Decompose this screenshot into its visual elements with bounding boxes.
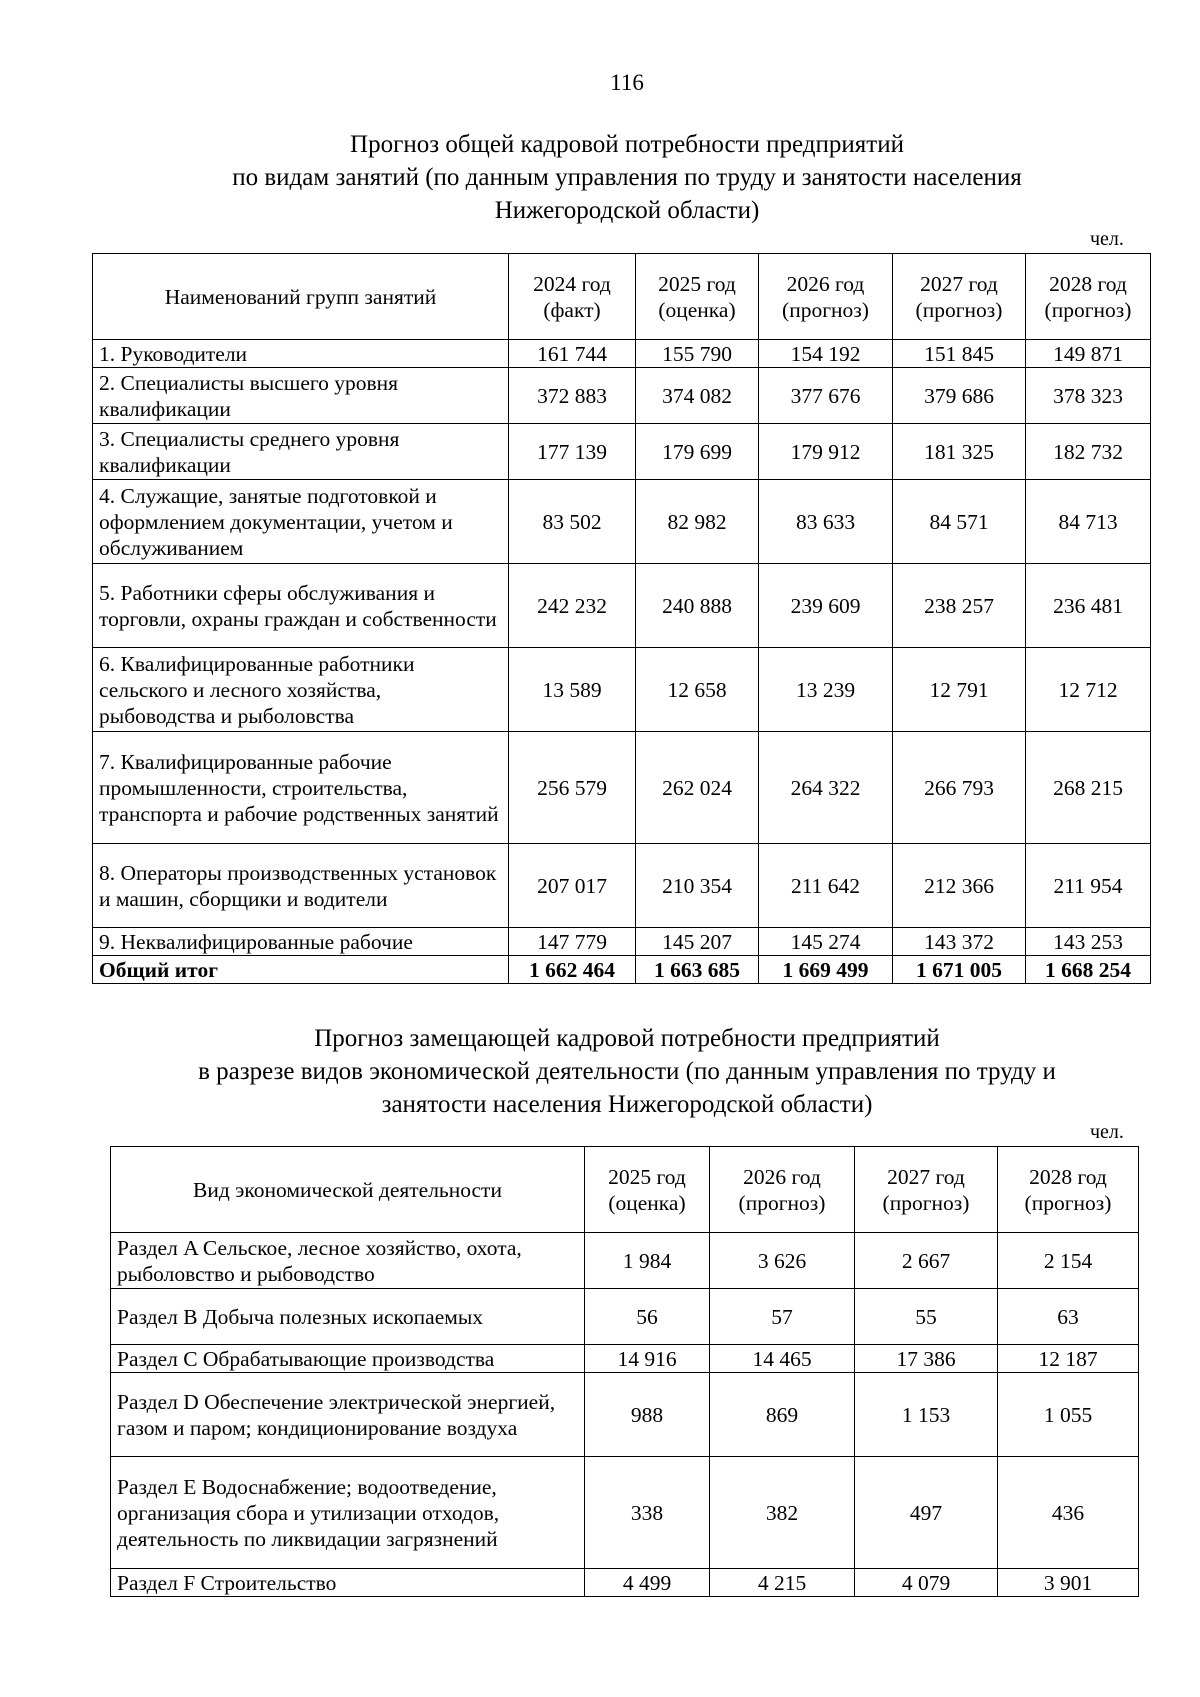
table-row (111, 1233, 1139, 1289)
column-header-year (509, 254, 636, 340)
cell-value: 181 325 (893, 424, 1026, 480)
cell-value: 1 055 (998, 1373, 1139, 1457)
row-label: Раздел E Водоснабжение; водоотведение, организация сбора и утилизации отходов, деятельность по ликвидации загрязнений (111, 1457, 585, 1569)
cell-value: 84 571 (893, 480, 1026, 564)
table2-title-line: занятости населения Нижегородской области) (381, 1091, 873, 1118)
table2-title-line: в разрезе видов экономической деятельности (по данным управления по труду и (198, 1058, 1056, 1085)
year-label: 2027 год (887, 1164, 965, 1189)
cell-value: 262 024 (636, 732, 759, 844)
column-header-year (585, 1147, 710, 1233)
cell-value: 56 (585, 1289, 710, 1345)
cell-value: 238 257 (893, 564, 1026, 648)
cell-value: 266 793 (893, 732, 1026, 844)
cell-value: 177 139 (509, 424, 636, 480)
row-label: 7. Квалифицированные рабочие промышленности, строительства, транспорта и рабочие родственных занятий (93, 732, 509, 844)
year-note: (прогноз) (1024, 1190, 1112, 1215)
column-header-year (636, 254, 759, 340)
cell-value: 149 871 (1026, 340, 1151, 368)
row-label: 8. Операторы производственных установок и машин, сборщики и водители (93, 844, 509, 928)
cell-value: 374 082 (636, 368, 759, 424)
column-header-year (855, 1147, 998, 1233)
cell-value: 143 372 (893, 928, 1026, 956)
cell-value: 155 790 (636, 340, 759, 368)
year-note: (оценка) (658, 297, 736, 322)
row-label: 2. Специалисты высшего уровня квалификации (93, 368, 509, 424)
cell-value: 382 (710, 1457, 855, 1569)
row-label: 1. Руководители (93, 340, 509, 368)
year-label: 2028 год (1029, 1164, 1107, 1189)
table-row (93, 844, 1151, 928)
cell-value: 151 845 (893, 340, 1026, 368)
cell-value: 212 366 (893, 844, 1026, 928)
table-row (111, 1569, 1139, 1597)
cell-value: 436 (998, 1457, 1139, 1569)
column-header-year (710, 1147, 855, 1233)
table1-title (0, 128, 1200, 227)
year-note: (прогноз) (915, 297, 1003, 322)
total-value: 1 671 005 (893, 956, 1026, 984)
cell-value: 12 187 (998, 1345, 1139, 1373)
total-row (93, 956, 1151, 984)
table-row (93, 340, 1151, 368)
row-label: Раздел C Обрабатывающие производства (111, 1345, 585, 1373)
cell-value: 377 676 (759, 368, 893, 424)
cell-value: 17 386 (855, 1345, 998, 1373)
year-label: 2026 год (743, 1164, 821, 1189)
total-value: 1 668 254 (1026, 956, 1151, 984)
cell-value: 55 (855, 1289, 998, 1345)
cell-value: 143 253 (1026, 928, 1151, 956)
total-label: Общий итог (93, 956, 509, 984)
row-label: 4. Служащие, занятые подготовкой и оформлением документации, учетом и обслуживанием (93, 480, 509, 564)
table2-replacement-demand (110, 1146, 1139, 1597)
year-note: (оценка) (608, 1190, 686, 1215)
table-row (93, 564, 1151, 648)
cell-value: 497 (855, 1457, 998, 1569)
table-row (93, 928, 1151, 956)
table-row (93, 732, 1151, 844)
table-row (93, 648, 1151, 732)
table2-unit: чел. (1090, 1121, 1124, 1143)
table2-title (0, 1022, 1200, 1121)
table-row (93, 368, 1151, 424)
cell-value: 82 982 (636, 480, 759, 564)
cell-value: 236 481 (1026, 564, 1151, 648)
cell-value: 207 017 (509, 844, 636, 928)
cell-value: 210 354 (636, 844, 759, 928)
cell-value: 182 732 (1026, 424, 1151, 480)
year-note: (факт) (543, 297, 601, 322)
table-header-row (111, 1147, 1139, 1233)
total-value: 1 663 685 (636, 956, 759, 984)
cell-value: 338 (585, 1457, 710, 1569)
cell-value: 145 274 (759, 928, 893, 956)
cell-value: 13 589 (509, 648, 636, 732)
year-note: (прогноз) (882, 1190, 970, 1215)
cell-value: 372 883 (509, 368, 636, 424)
column-header-label: Вид экономической деятельности (111, 1147, 585, 1233)
cell-value: 83 633 (759, 480, 893, 564)
row-label: Раздел A Сельское, лесное хозяйство, охота, рыболовство и рыбоводство (111, 1233, 585, 1289)
row-label: Раздел B Добыча полезных ископаемых (111, 1289, 585, 1345)
column-header-label: Наименований групп занятий (93, 254, 509, 340)
year-label: 2027 год (920, 271, 998, 296)
table-row (93, 480, 1151, 564)
cell-value: 12 658 (636, 648, 759, 732)
table2-title-line: Прогноз замещающей кадровой потребности предприятий (314, 1025, 940, 1052)
table-row (111, 1289, 1139, 1345)
cell-value: 256 579 (509, 732, 636, 844)
year-label: 2025 год (608, 1164, 686, 1189)
cell-value: 239 609 (759, 564, 893, 648)
table-row (111, 1373, 1139, 1457)
cell-value: 83 502 (509, 480, 636, 564)
cell-value: 4 215 (710, 1569, 855, 1597)
cell-value: 4 499 (585, 1569, 710, 1597)
total-value: 1 662 464 (509, 956, 636, 984)
cell-value: 1 984 (585, 1233, 710, 1289)
row-label: Раздел D Обеспечение электрической энергией, газом и паром; кондиционирование воздуха (111, 1373, 585, 1457)
cell-value: 14 465 (710, 1345, 855, 1373)
year-label: 2024 год (533, 271, 611, 296)
cell-value: 268 215 (1026, 732, 1151, 844)
table-row (93, 424, 1151, 480)
cell-value: 378 323 (1026, 368, 1151, 424)
cell-value: 13 239 (759, 648, 893, 732)
row-label: Раздел F Строительство (111, 1569, 585, 1597)
row-label: 5. Работники сферы обслуживания и торговли, охраны граждан и собственности (93, 564, 509, 648)
table-row (111, 1457, 1139, 1569)
cell-value: 869 (710, 1373, 855, 1457)
cell-value: 3 626 (710, 1233, 855, 1289)
cell-value: 63 (998, 1289, 1139, 1345)
cell-value: 3 901 (998, 1569, 1139, 1597)
cell-value: 84 713 (1026, 480, 1151, 564)
column-header-year (1026, 254, 1151, 340)
cell-value: 211 954 (1026, 844, 1151, 928)
cell-value: 14 916 (585, 1345, 710, 1373)
year-note: (прогноз) (738, 1190, 826, 1215)
table1-title-line: Прогноз общей кадровой потребности предприятий (350, 131, 904, 158)
year-note: (прогноз) (1044, 297, 1132, 322)
table1-occupational-demand (92, 253, 1151, 984)
cell-value: 240 888 (636, 564, 759, 648)
column-header-year (759, 254, 893, 340)
cell-value: 1 153 (855, 1373, 998, 1457)
cell-value: 145 207 (636, 928, 759, 956)
cell-value: 988 (585, 1373, 710, 1457)
row-label: 9. Неквалифицированные рабочие (93, 928, 509, 956)
year-label: 2026 год (786, 271, 865, 296)
page-number: 116 (610, 70, 644, 95)
column-header-year (998, 1147, 1139, 1233)
cell-value: 147 779 (509, 928, 636, 956)
year-label: 2028 год (1049, 271, 1127, 296)
table1-title-line: Нижегородской области) (494, 197, 760, 224)
table1-unit: чел. (1090, 228, 1124, 250)
cell-value: 57 (710, 1289, 855, 1345)
cell-value: 179 699 (636, 424, 759, 480)
cell-value: 2 154 (998, 1233, 1139, 1289)
cell-value: 154 192 (759, 340, 893, 368)
cell-value: 211 642 (759, 844, 893, 928)
cell-value: 161 744 (509, 340, 636, 368)
cell-value: 379 686 (893, 368, 1026, 424)
cell-value: 2 667 (855, 1233, 998, 1289)
table1-title-line: по видам занятий (по данным управления по труду и занятости населения (232, 164, 1022, 191)
cell-value: 12 791 (893, 648, 1026, 732)
cell-value: 264 322 (759, 732, 893, 844)
row-label: 3. Специалисты среднего уровня квалификации (93, 424, 509, 480)
column-header-year (893, 254, 1026, 340)
cell-value: 12 712 (1026, 648, 1151, 732)
table-header-row (93, 254, 1151, 340)
cell-value: 4 079 (855, 1569, 998, 1597)
table-row (111, 1345, 1139, 1373)
year-label: 2025 год (658, 271, 736, 296)
row-label: 6. Квалифицированные работники сельского и лесного хозяйства, рыбоводства и рыболовства (93, 648, 509, 732)
year-note: (прогноз) (782, 297, 869, 322)
total-value: 1 669 499 (759, 956, 893, 984)
cell-value: 179 912 (759, 424, 893, 480)
cell-value: 242 232 (509, 564, 636, 648)
